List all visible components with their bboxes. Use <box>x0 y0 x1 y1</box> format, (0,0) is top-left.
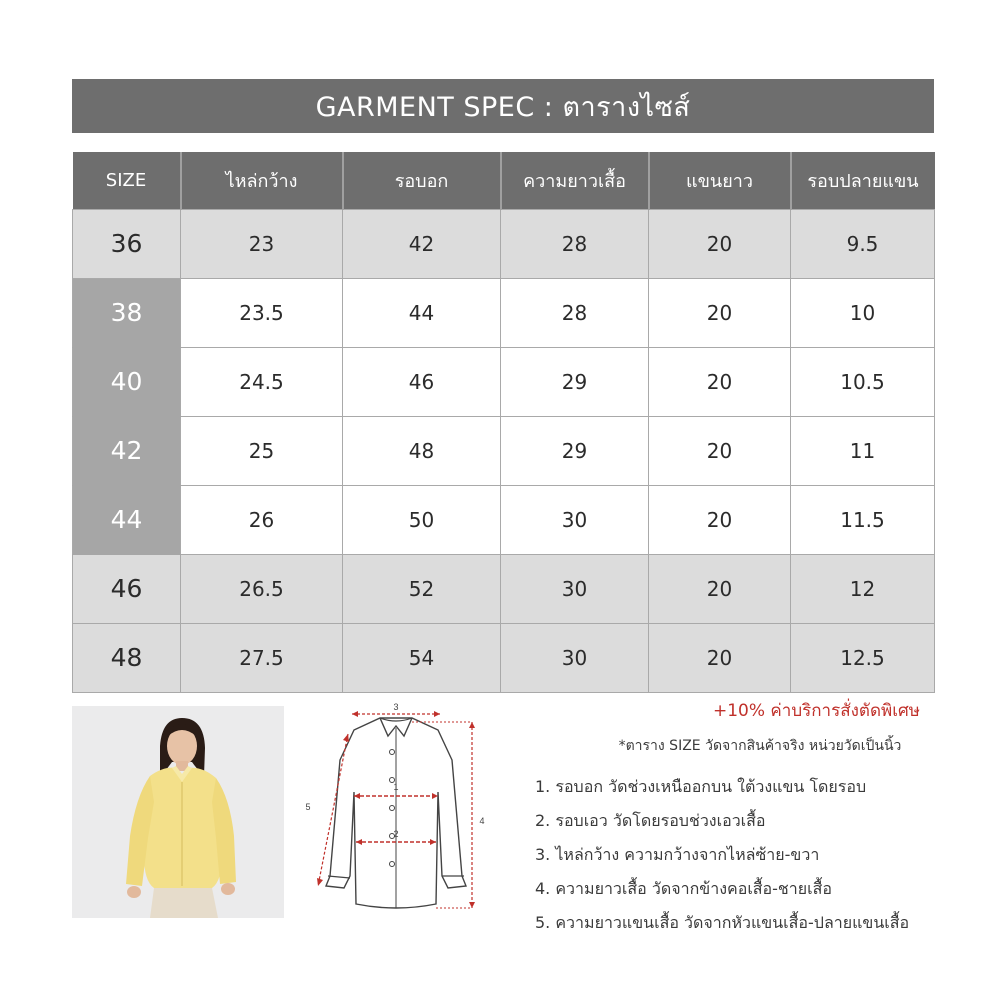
cell-sleeve-length: 20 <box>649 485 791 554</box>
header-cuff: รอบปลายแขน <box>791 152 935 209</box>
note-item-sleeve: 5. ความยาวแขนเสื้อ วัดจากหัวแขนเสื้อ-ปลายแขนเสื้อ <box>535 913 910 932</box>
table-row <box>73 278 935 347</box>
cell-body-length: 29 <box>501 347 649 416</box>
diagram-label-2: 2 <box>393 829 399 839</box>
cell-sleeve-length: 20 <box>649 347 791 416</box>
cell-shoulder: 27.5 <box>181 623 343 692</box>
cell-shoulder: 23.5 <box>181 278 343 347</box>
cell-cuff: 11 <box>791 416 935 485</box>
cell-shoulder: 26 <box>181 485 343 554</box>
table-header-row <box>73 152 935 209</box>
cell-chest: 46 <box>343 347 501 416</box>
header-size: SIZE <box>73 152 181 209</box>
cell-shoulder: 25 <box>181 416 343 485</box>
cell-sleeve-length: 20 <box>649 209 791 278</box>
cell-body-length: 29 <box>501 416 649 485</box>
table-row <box>73 623 935 692</box>
size-spec-table <box>72 152 935 693</box>
diagram-label-1: 1 <box>393 782 399 792</box>
cell-shoulder: 26.5 <box>181 554 343 623</box>
page-title: GARMENT SPEC : ตารางไซส์ <box>72 79 934 133</box>
cell-cuff: 10.5 <box>791 347 935 416</box>
table-row <box>73 485 935 554</box>
cell-sleeve-length: 20 <box>649 278 791 347</box>
cell-chest: 54 <box>343 623 501 692</box>
table-body <box>73 209 935 692</box>
table-row <box>73 347 935 416</box>
cell-size: 36 <box>73 209 181 278</box>
cell-sleeve-length: 20 <box>649 554 791 623</box>
cell-chest: 42 <box>343 209 501 278</box>
cell-chest: 44 <box>343 278 501 347</box>
table-row <box>73 554 935 623</box>
measurement-diagram <box>296 700 496 920</box>
note-item-shoulder: 3. ไหล่กว้าง ความกว้างจากไหล่ซ้าย-ขวา <box>535 845 820 864</box>
cell-size: 38 <box>73 278 181 347</box>
measurement-notes <box>535 735 975 940</box>
note-item-chest: 1. รอบอก วัดช่วงเหนืออกบน ใต้วงแขน โดยรอบ <box>535 777 867 796</box>
table-row <box>73 209 935 278</box>
surcharge-note: +10% ค่าบริการสั่งตัดพิเศษ <box>712 701 920 721</box>
notes-intro: *ตาราง SIZE วัดจากสินค้าจริง หน่วยวัดเป็นนิ้ว <box>618 738 902 754</box>
cell-shoulder: 23 <box>181 209 343 278</box>
cell-chest: 52 <box>343 554 501 623</box>
cell-sleeve-length: 20 <box>649 623 791 692</box>
note-item-length: 4. ความยาวเสื้อ วัดจากข้างคอเสื้อ-ชายเสื้อ <box>535 879 832 898</box>
cell-cuff: 10 <box>791 278 935 347</box>
cell-sleeve-length: 20 <box>649 416 791 485</box>
cell-chest: 50 <box>343 485 501 554</box>
model-photo <box>72 706 284 918</box>
cell-cuff: 12 <box>791 554 935 623</box>
cell-size: 48 <box>73 623 181 692</box>
cell-cuff: 12.5 <box>791 623 935 692</box>
cell-chest: 48 <box>343 416 501 485</box>
cell-cuff: 9.5 <box>791 209 935 278</box>
cell-body-length: 30 <box>501 623 649 692</box>
cell-body-length: 30 <box>501 554 649 623</box>
cell-body-length: 28 <box>501 209 649 278</box>
cell-size: 44 <box>73 485 181 554</box>
diagram-label-4: 4 <box>479 816 485 826</box>
header-shoulder: ไหล่กว้าง <box>181 152 343 209</box>
cell-size: 40 <box>73 347 181 416</box>
diagram-label-3: 3 <box>393 702 399 712</box>
cell-shoulder: 24.5 <box>181 347 343 416</box>
header-body-length: ความยาวเสื้อ <box>501 152 649 209</box>
table-row <box>73 416 935 485</box>
diagram-label-5: 5 <box>305 802 311 812</box>
cell-body-length: 30 <box>501 485 649 554</box>
cell-size: 42 <box>73 416 181 485</box>
note-item-waist: 2. รอบเอว วัดโดยรอบช่วงเอวเสื้อ <box>535 811 766 830</box>
header-chest: รอบอก <box>343 152 501 209</box>
cell-size: 46 <box>73 554 181 623</box>
cell-body-length: 28 <box>501 278 649 347</box>
cell-cuff: 11.5 <box>791 485 935 554</box>
header-sleeve-length: แขนยาว <box>649 152 791 209</box>
